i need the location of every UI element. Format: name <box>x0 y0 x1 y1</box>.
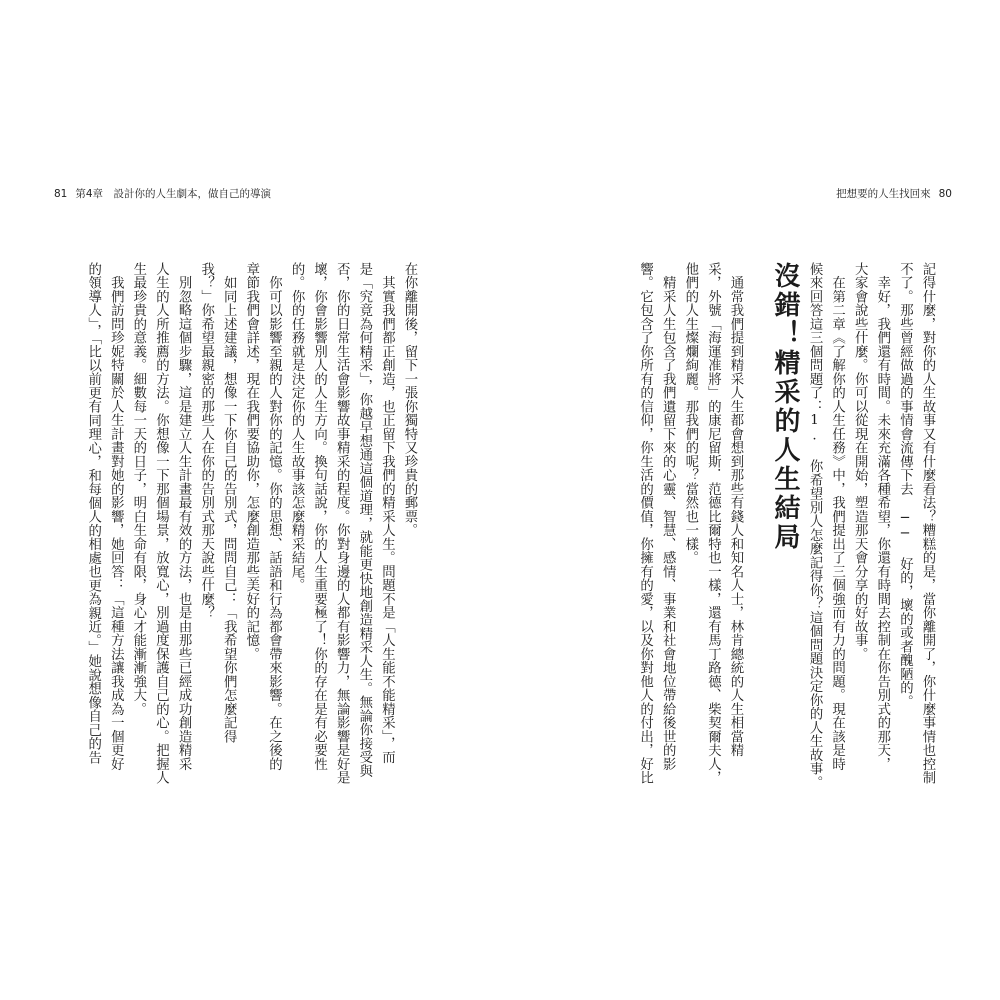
left-text-column: 的。你的任務就是決定你的人生故事該怎麼精采結尾。 <box>289 262 305 592</box>
left-text-column: 在你離開後，留下一張你獨特又珍貴的郵票。 <box>402 262 417 537</box>
left-text-column: 別忽略這個步驟，這是建立人生計畫最有效的方法，也是由那些已經成功創造精采 <box>176 262 192 771</box>
left-text-column: 我們訪問珍妮特關於人生計畫對她的影響，她回答：「這種方法讓我成為一個更好 <box>108 262 124 771</box>
left-page-number: 81 <box>54 188 68 200</box>
left-text-column: 你可以影響至親的人對你的記憶。你的思想、話語和行為都會帶來影響。在之後的 <box>266 262 282 771</box>
left-text-column: 章節我們會詳述，現在我們要協助你，怎麼創造那些美好的記憶。 <box>243 262 259 661</box>
left-chapter-title: 第4章 設計你的人生劇本，做自己的導演 <box>75 188 272 200</box>
right-text-bottom-column: 響。它包含了你所有的信仰，你生活的價值，你擁有的愛，以及你對他人的付出，好比 <box>637 262 653 785</box>
left-text-column: 如同上述建議，想像一下你自己的告別式，問問自己：「我希望你們怎麼記得 <box>221 262 237 744</box>
left-text-column: 壞，你會影響別人的人生方向。換句話說，你的人生重要極了！你的存在是有必要性 <box>311 262 327 771</box>
right-text-top-column: 幸好，我們還有時間。未來充滿各種希望，你還有時間去控制在你告別式的那天， <box>874 262 890 771</box>
right-body-text-top <box>798 262 938 822</box>
right-text-top-column: 不了。那些曾經做過的事情會流傳下去 ── 好的，壞的或者醜陋的。 <box>897 262 913 709</box>
left-text-column: 其實我們都正創造，也正留下我們的精采人生。問題不是「人生能不能精采」，而 <box>379 262 395 765</box>
right-text-bottom-column: 他們的人生燦爛絢麗。那我們的呢？當然也一樣。 <box>682 262 698 565</box>
left-text-column: 人生的人所推薦的方法。你想像一下那個場景，放寬心，別過度保護自己的心。把握人 <box>153 262 169 785</box>
right-page-number: 80 <box>938 188 952 200</box>
left-text-column: 的領導人」，「比以前更有同理心，和每個人的相處也更為親近。」她說想像自己的告 <box>85 262 101 765</box>
left-body-text <box>60 262 420 822</box>
left-text-column: 否，你的日常生活會影響故事精采的程度。你對身邊的人都有影響力，無論影響是好是 <box>334 262 350 785</box>
section-heading: 沒錯！精采的人生結局 <box>770 262 800 552</box>
right-text-bottom-column: 通常我們提到精采人生都會想到那些有錢人和知名人士，林肯總統的人生相當精 <box>728 262 743 757</box>
right-page <box>500 0 1000 1000</box>
right-section-title: 把想要的人生找回來 <box>836 188 931 200</box>
right-text-bottom-column: 精采人生包含了我們遺留下來的心靈、智慧、感情、事業和社會地位帶給後世的影 <box>660 262 676 771</box>
right-text-top-column: 記得什麼，對你的人生故事又有什麼看法？糟糕的是，當你離開了，你什麼事情也控制 <box>920 262 935 785</box>
left-text-column: 生最珍貴的意義。細數每一天的日子，明白生命有限，身心才能漸漸強大。 <box>130 262 146 716</box>
left-text-column: 我？」你希望最親密的那些人在你的告別式那天說些什麼？ <box>198 262 214 620</box>
right-running-header <box>836 186 952 201</box>
right-text-bottom-column: 采，外號「海運准將」的康尼留斯．范德比爾特也一樣，還有馬丁路德、柴契爾夫人， <box>705 262 721 785</box>
right-text-top-column: 在第二章《了解你的人生任務》中，我們提出了三個強而有力的問題。現在該是時 <box>829 262 845 771</box>
right-text-top-column: 候來回答這三個問題了：1. 你希望別人怎麼記得你？這個問題決定你的人生故事。 <box>807 262 823 790</box>
right-text-top-column: 大家會說些什麼。你可以從現在開始，塑造那天會分享的好故事。 <box>852 262 868 661</box>
left-running-header <box>54 186 271 201</box>
left-text-column: 是「究竟為何精采」，你越早想通這個道理，就能更快地創造精采人生。無論你接受與 <box>356 262 372 778</box>
right-body-text-bottom <box>516 262 746 822</box>
